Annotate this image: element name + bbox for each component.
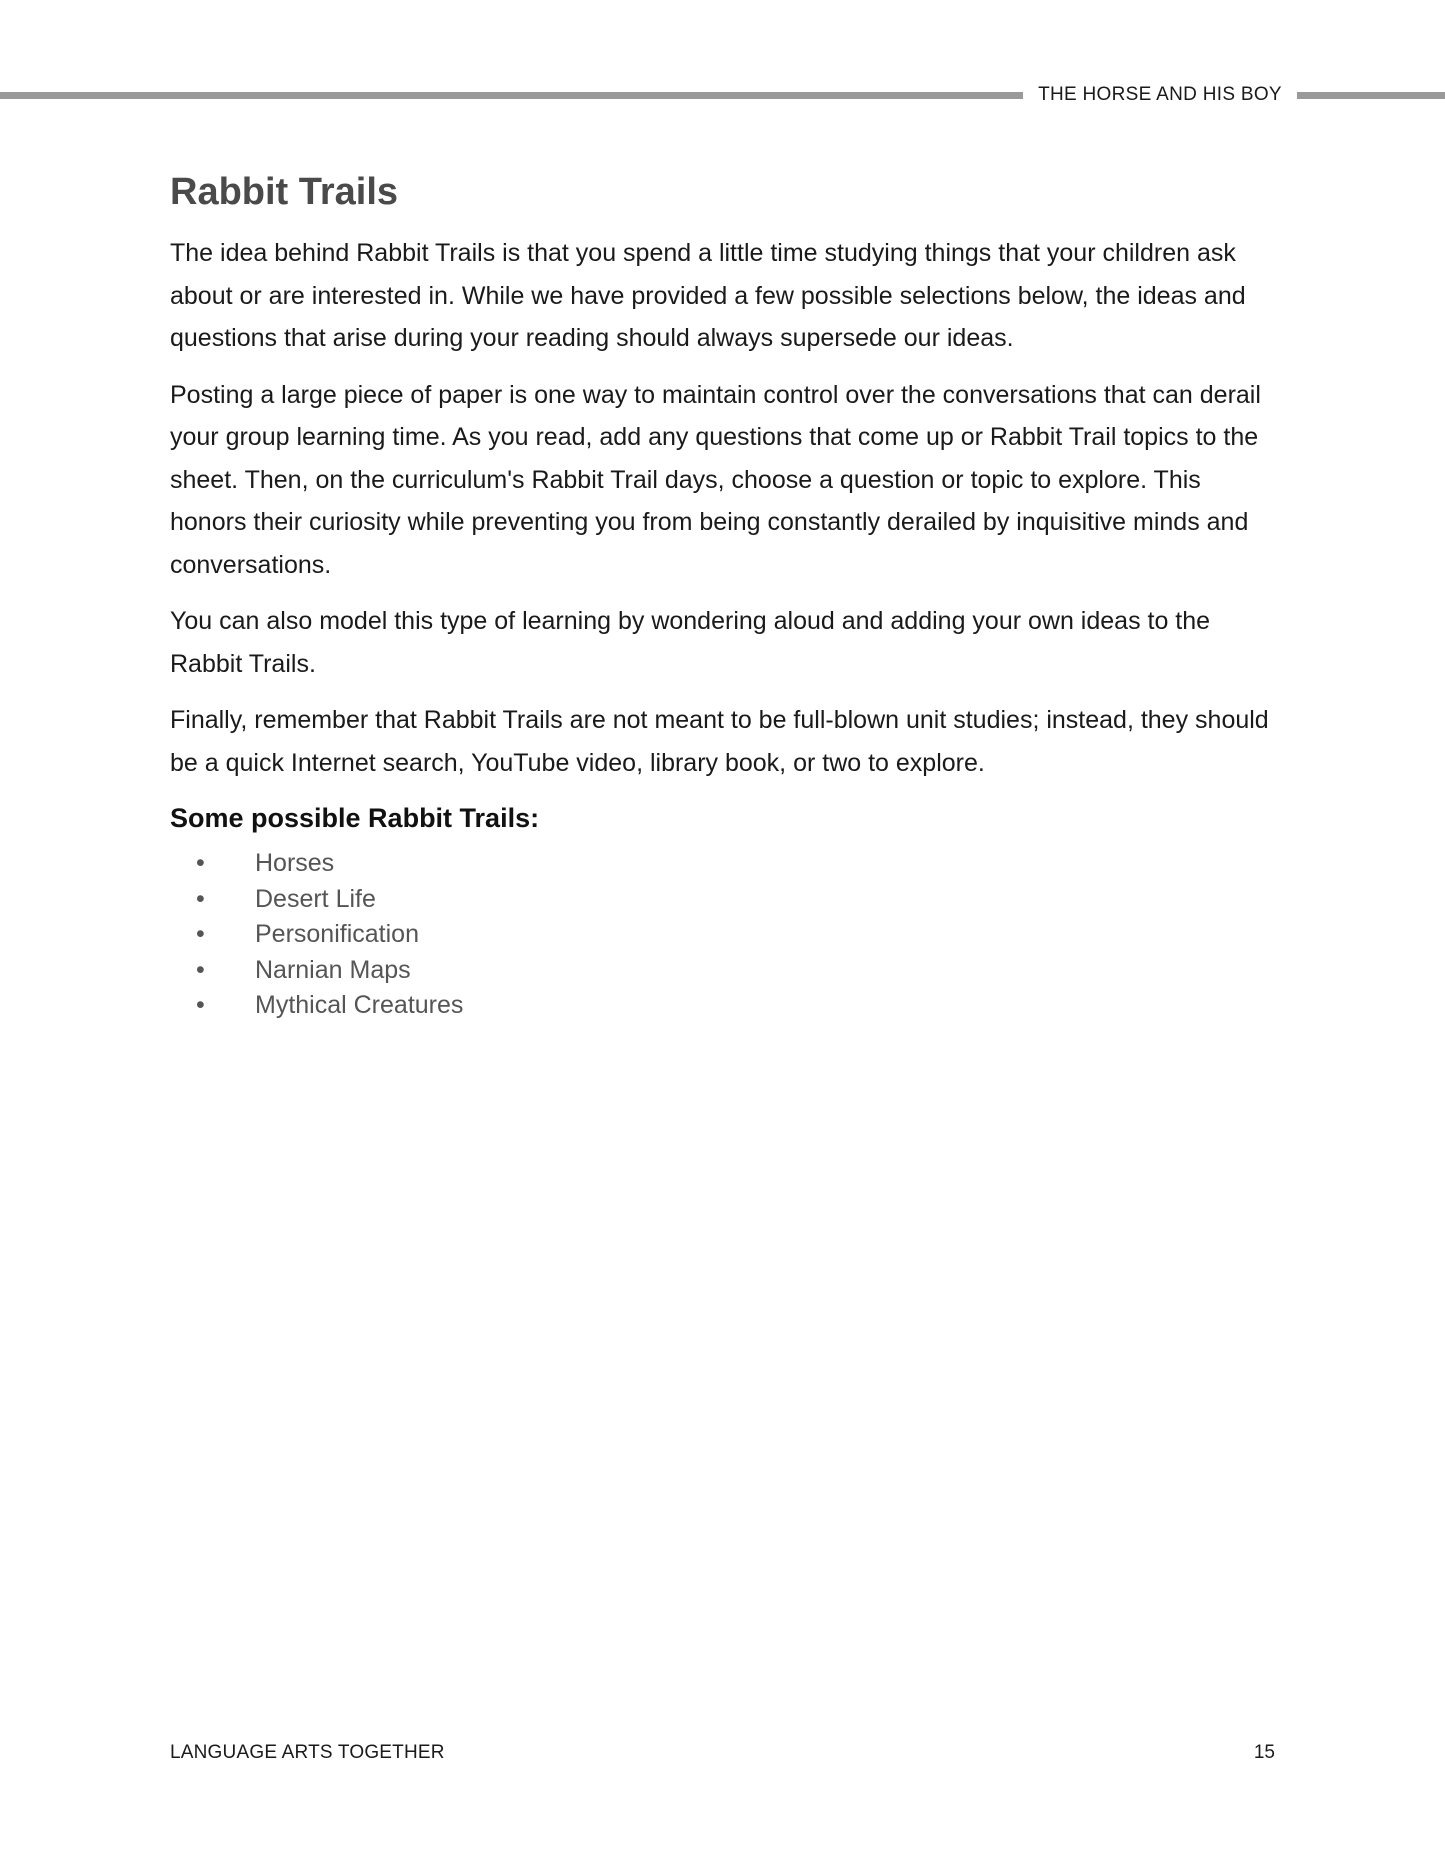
bullet-icon: • <box>196 849 205 877</box>
header-rule-right <box>1297 92 1445 99</box>
list-item <box>170 953 1280 989</box>
list-heading: Some possible Rabbit Trails: <box>170 803 540 833</box>
rabbit-trails-list <box>170 846 1280 1024</box>
page-content <box>170 170 1280 1024</box>
page-number: 15 <box>1253 1742 1275 1763</box>
list-item <box>170 917 1280 953</box>
bullet-icon: • <box>196 991 205 1019</box>
header-rule-left <box>0 92 1023 99</box>
list-item-label: Personification <box>255 920 419 948</box>
bullet-icon: • <box>196 884 205 913</box>
running-header-title: THE HORSE AND HIS BOY <box>1038 84 1282 105</box>
paragraph-finally: Finally, remember that Rabbit Trails are not meant to be full-blown unit studies; instead, they should be a quick Internet search, YouTube video, library book, or two to explore. <box>170 706 1269 777</box>
paragraph-model: You can also model this type of learning by wondering aloud and adding your own ideas to the Rabbit Trails. <box>170 607 1211 678</box>
paragraph-intro: The idea behind Rabbit Trails is that you spend a little time studying things that your children ask about or are interested in. While we have provided a few possible selections below, the ideas and questions that arise during your reading should always supersede our ideas. <box>170 239 1246 352</box>
list-item-label: Desert Life <box>255 884 376 913</box>
list-item <box>170 846 1280 882</box>
footer-series-title: LANGUAGE ARTS TOGETHER <box>170 1742 445 1763</box>
list-item-label: Mythical Creatures <box>255 991 464 1019</box>
list-item <box>170 988 1280 1024</box>
list-item-label: Narnian Maps <box>255 955 411 984</box>
paragraph-posting: Posting a large piece of paper is one way to maintain control over the conversations that can derail your group learning time. As you read, add any questions that come up or Rabbit Trail topics to the sheet. Then, on the curriculum's Rabbit Trail days, choose a question or topic to explore. This honors their curiosity while preventing you from being constantly derailed by inquisitive minds and conversations. <box>170 380 1261 579</box>
list-item-label: Horses <box>255 849 335 877</box>
bullet-icon: • <box>196 920 205 948</box>
section-heading: Rabbit Trails <box>170 171 399 213</box>
list-item <box>170 882 1280 918</box>
bullet-icon: • <box>196 955 205 984</box>
